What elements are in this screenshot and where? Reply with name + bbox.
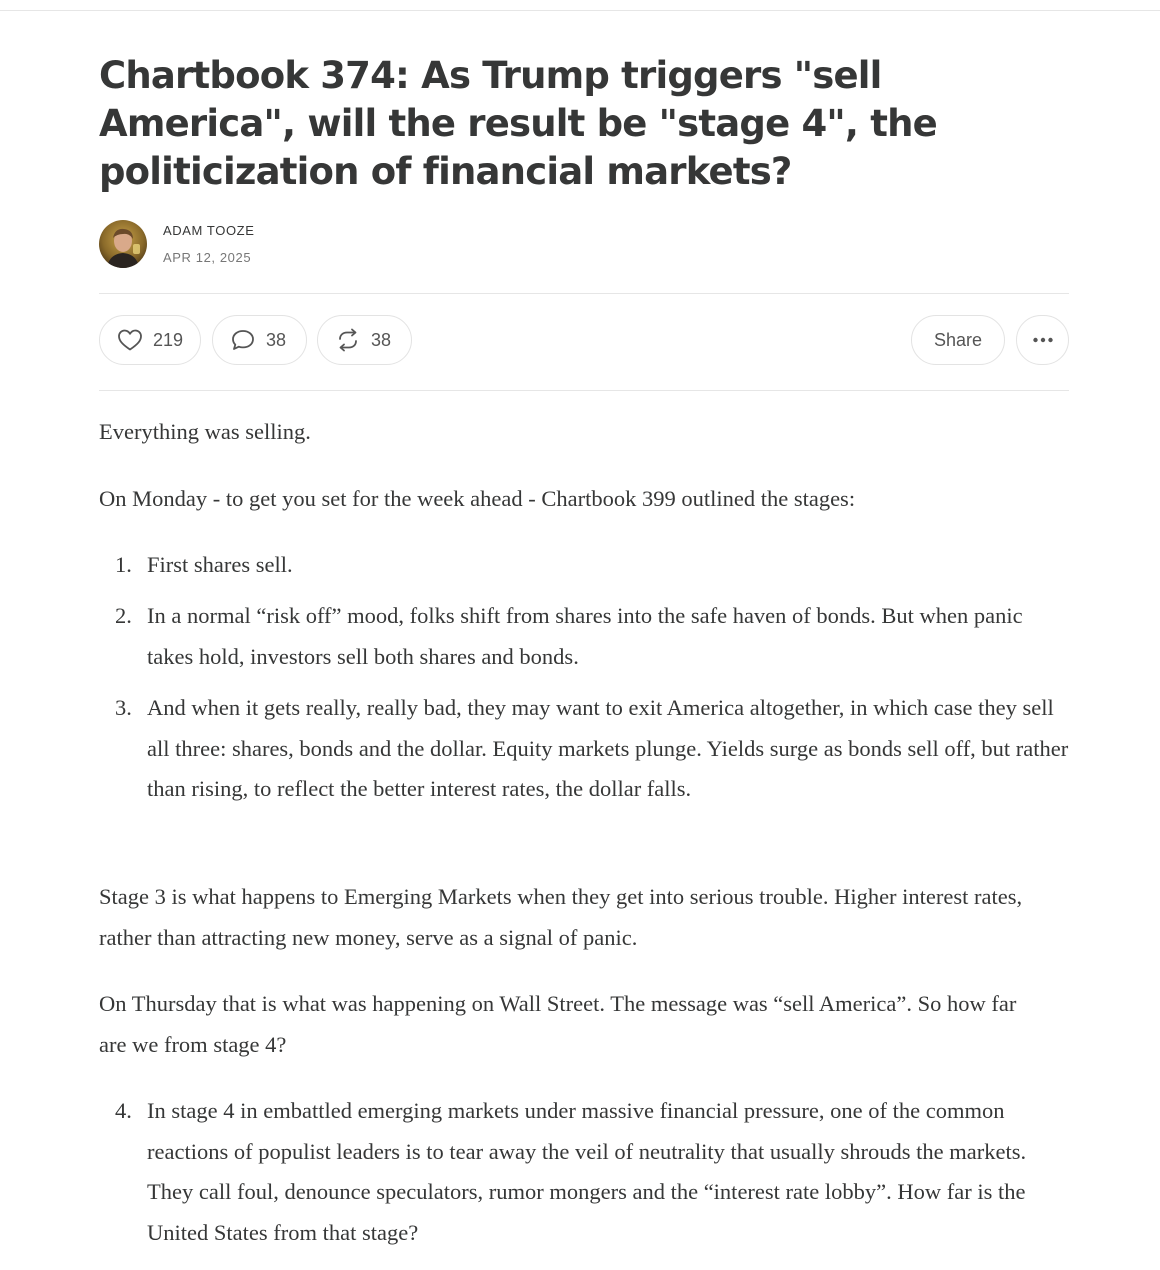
ellipsis-icon <box>1032 337 1054 343</box>
list-number: 4. <box>115 1098 132 1123</box>
share-label: Share <box>933 329 983 350</box>
post-title: Chartbook 374: As Trump triggers "sell America", will the result be "stage 4", the politicization of financial markets? <box>99 54 937 193</box>
paragraph: On Thursday that is what was happening on Wall Street. The message was “sell America”. So how far are we from stage 4? <box>99 991 1017 1057</box>
divider-top <box>99 293 1069 294</box>
divider-bottom <box>99 390 1069 391</box>
paragraph: Everything was selling. <box>99 419 311 444</box>
share-button[interactable] <box>911 315 1005 365</box>
like-count: 219 <box>153 329 184 350</box>
list-number: 1. <box>115 552 132 577</box>
comment-button[interactable] <box>212 315 307 365</box>
list-text: First shares sell. <box>147 552 293 577</box>
list-text: In stage 4 in embattled emerging markets under massive financial pressure, one of the common reactions of populist leaders is to tear away the veil of neutrality that usually shrouds the markets. They call foul, denounce speculators, rumor mongers and the “interest rate lobby”. How far is the United States from that stage? <box>147 1098 1027 1245</box>
comment-bubble-icon <box>230 328 256 352</box>
list-text: In a normal “risk off” mood, folks shift from shares into the safe haven of bonds. But when panic takes hold, investors sell both shares and bonds. <box>147 603 1023 669</box>
paragraph: Stage 3 is what happens to Emerging Markets when they get into serious trouble. Higher interest rates, rather than attracting new money, serve as a signal of panic. <box>99 884 1023 950</box>
restack-icon <box>335 328 361 352</box>
more-options-button[interactable] <box>1016 315 1069 365</box>
list-number: 2. <box>115 603 132 628</box>
avatar-photo-icon <box>99 220 147 268</box>
post-date: APR 12, 2025 <box>163 250 252 265</box>
author-avatar[interactable] <box>99 220 147 268</box>
restack-count: 38 <box>371 329 392 350</box>
paragraph: On Monday - to get you set for the week ahead - Chartbook 399 outlined the stages: <box>99 486 856 511</box>
list-text: And when it gets really, really bad, they may want to exit America altogether, in which case they sell all three: shares, bonds and the dollar. Equity markets plunge. Yields surge as bonds sell off, but rather than rising, to reflect the better interest rates, the dollar falls. <box>147 695 1069 801</box>
byline <box>99 220 1069 270</box>
list-number: 3. <box>115 695 132 720</box>
author-name[interactable]: ADAM TOOZE <box>163 223 255 238</box>
like-button[interactable] <box>99 315 201 365</box>
post-actions <box>99 315 1069 367</box>
restack-button[interactable] <box>317 315 412 365</box>
comment-count: 38 <box>266 329 287 350</box>
heart-icon <box>117 328 143 352</box>
top-divider <box>0 10 1160 11</box>
